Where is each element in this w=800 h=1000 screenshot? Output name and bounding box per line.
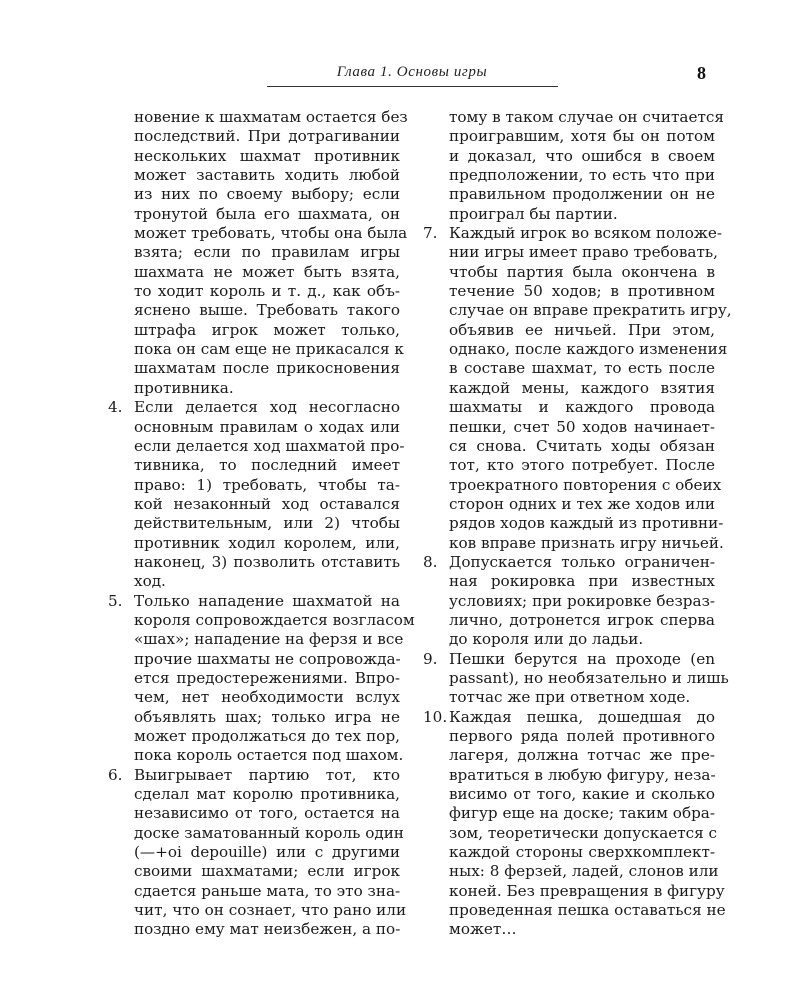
line-text: условиях; при рокировке безраз- bbox=[449, 591, 715, 610]
line-text: ется предостережениями. Впро- bbox=[134, 668, 400, 687]
line-text: противник ходил королем, или, bbox=[134, 533, 400, 552]
text-line bbox=[108, 882, 400, 901]
text-line bbox=[423, 321, 715, 340]
text-line bbox=[108, 610, 415, 630]
text-line bbox=[423, 127, 715, 146]
text-line bbox=[108, 572, 400, 591]
line-text: в составе шахмат, то есть после bbox=[449, 359, 715, 378]
line-text: прочие шахматы не сопровожда- bbox=[134, 649, 401, 668]
line-text: доске заматованный король один bbox=[134, 823, 404, 842]
line-text: проигравшим, хотя бы он потом bbox=[449, 127, 715, 146]
line-text: течение 50 ходов; в противном bbox=[449, 282, 715, 301]
line-text: тотчас же при ответном ходе. bbox=[449, 688, 691, 707]
line-text: яснено выше. Требовать такого bbox=[134, 301, 400, 320]
text-line bbox=[108, 205, 400, 224]
text-line bbox=[108, 727, 400, 746]
text-line bbox=[108, 321, 400, 340]
line-text: ных: 8 ферзей, ладей, слонов или bbox=[449, 862, 719, 881]
list-item-number: 7. bbox=[423, 224, 438, 243]
line-text: ков вправе признать игру ничьей. bbox=[449, 533, 724, 552]
line-text: короля сопровождается возгласом bbox=[134, 610, 415, 629]
line-text: троекратного повторения с обеих bbox=[449, 475, 722, 494]
text-line bbox=[423, 398, 715, 417]
line-text: каждой мены, каждого взятия bbox=[449, 378, 715, 397]
text-line bbox=[108, 862, 400, 881]
line-text: объявлять шах; только игра не bbox=[134, 707, 400, 726]
text-line bbox=[423, 418, 715, 437]
line-text: Каждый игрок во всяком положе- bbox=[449, 224, 723, 243]
line-text: сделал мат королю противника, bbox=[134, 785, 400, 804]
text-line bbox=[108, 746, 404, 765]
list-item-number: 6. bbox=[108, 765, 123, 784]
text-line bbox=[108, 804, 400, 823]
text-line bbox=[108, 630, 404, 649]
text-line bbox=[423, 533, 724, 553]
line-text: если делается ход шахматой про- bbox=[134, 436, 405, 455]
text-line bbox=[108, 669, 400, 688]
text-line bbox=[108, 785, 400, 804]
line-text: пешки, счет 50 ходов начинает- bbox=[449, 417, 715, 436]
line-text: до короля или до ладьи. bbox=[449, 630, 644, 649]
line-text: висимо от того, какие и сколько bbox=[449, 785, 715, 804]
line-text: и доказал, что ошибся в своем bbox=[449, 146, 715, 165]
line-text: кой незаконный ход оставался bbox=[134, 494, 400, 513]
text-line bbox=[423, 205, 715, 224]
text-line bbox=[423, 688, 715, 707]
line-text: из них по своему выбору; если bbox=[134, 185, 400, 204]
line-text: проведенная пешка оставаться не bbox=[449, 901, 726, 920]
text-line bbox=[108, 185, 400, 204]
text-line bbox=[423, 108, 724, 127]
text-line bbox=[108, 243, 400, 262]
line-text: рядов ходов каждый из противни- bbox=[449, 514, 724, 533]
text-line bbox=[423, 475, 722, 495]
line-text: Допускается только ограничен- bbox=[449, 552, 715, 571]
text-line bbox=[423, 359, 715, 378]
text-line bbox=[108, 920, 400, 939]
text-line bbox=[108, 476, 400, 495]
line-text: может… bbox=[449, 920, 517, 939]
text-line bbox=[423, 766, 715, 785]
list-item-number: 4. bbox=[108, 398, 123, 417]
text-line bbox=[108, 418, 400, 437]
line-text: фигур еще на доске; таким обра- bbox=[449, 804, 715, 823]
line-text: проиграл бы партии. bbox=[449, 204, 618, 223]
list-item-start-line bbox=[423, 553, 715, 572]
line-text: то ходит король и т. д., как объ- bbox=[134, 282, 400, 301]
list-item-start-line bbox=[108, 766, 400, 785]
page-number: 8 bbox=[697, 63, 706, 83]
line-text: случае он вправе прекратить игру, bbox=[449, 301, 732, 320]
line-text: первого ряда полей противного bbox=[449, 727, 715, 745]
line-text: предположении, то есть что при bbox=[449, 166, 715, 185]
text-line bbox=[423, 147, 715, 166]
text-line bbox=[108, 301, 400, 320]
text-line bbox=[423, 166, 715, 185]
text-line bbox=[423, 263, 715, 282]
line-text: коней. Без превращения в фигуру bbox=[449, 881, 725, 900]
line-text: тот, кто этого потребует. После bbox=[449, 456, 715, 475]
line-text: пока он сам еще не прикасался к bbox=[134, 340, 404, 359]
line-text: Выигрывает партию тот, кто bbox=[134, 765, 400, 784]
text-line bbox=[423, 572, 715, 591]
line-text: зом, теоретически допускается с bbox=[449, 823, 718, 842]
line-text: «шах»; нападение на ферзя и все bbox=[134, 630, 404, 649]
line-text: вратиться в любую фигуру, неза- bbox=[449, 765, 716, 784]
text-line bbox=[423, 862, 719, 881]
text-line bbox=[423, 282, 715, 301]
line-text: Только нападение шахматой на bbox=[134, 591, 400, 610]
text-line bbox=[108, 147, 400, 166]
text-line bbox=[108, 340, 404, 359]
text-line bbox=[423, 456, 715, 475]
line-text: может требовать, чтобы она была bbox=[134, 224, 408, 243]
line-text: каждой стороны сверхкомплект- bbox=[449, 843, 715, 862]
text-line bbox=[423, 592, 715, 611]
text-line bbox=[108, 263, 400, 282]
line-text: тронутой была его шахмата, он bbox=[134, 204, 400, 223]
line-text: поздно ему мат неизбежен, а по- bbox=[134, 920, 401, 939]
text-line bbox=[108, 379, 400, 398]
line-text: ся снова. Считать ходы обязан bbox=[449, 436, 715, 455]
text-line bbox=[423, 514, 724, 533]
text-line bbox=[108, 688, 400, 707]
line-text: действительным, или 2) чтобы bbox=[134, 514, 400, 533]
line-text: право: 1) требовать, чтобы та- bbox=[134, 475, 400, 494]
text-line bbox=[108, 650, 400, 669]
list-item-start-line bbox=[423, 650, 715, 669]
text-line bbox=[423, 301, 732, 320]
line-text: чем, нет необходимости вслух bbox=[134, 688, 400, 707]
text-line bbox=[108, 166, 400, 185]
line-text: лагеря, должна тотчас же пре- bbox=[449, 746, 715, 765]
line-text: чит, что он сознает, что рано или bbox=[134, 901, 407, 920]
line-text: последствий. При дотрагивании bbox=[134, 127, 400, 146]
right-text-column bbox=[423, 108, 732, 940]
text-line bbox=[423, 785, 715, 804]
line-text: правильном продолжении он не bbox=[449, 185, 715, 204]
text-line bbox=[423, 495, 715, 514]
text-line bbox=[108, 436, 405, 456]
line-text: Каждая пешка, дошедшая до bbox=[449, 707, 715, 726]
text-line bbox=[108, 108, 408, 127]
line-text: Пешки берутся на проходе (en bbox=[449, 649, 715, 668]
line-text: лично, дотронется игрок сперва bbox=[449, 610, 715, 629]
text-line bbox=[423, 920, 715, 939]
line-text: тому в таком случае он считается bbox=[449, 108, 724, 126]
line-text: шахмата не может быть взята, bbox=[134, 262, 400, 281]
text-line bbox=[108, 359, 400, 378]
line-text: пока король остается под шахом. bbox=[134, 746, 404, 765]
line-text: однако, после каждого изменения bbox=[449, 340, 728, 359]
left-text-column bbox=[108, 108, 415, 940]
line-text: основным правилам о ходах или bbox=[134, 417, 400, 436]
text-line bbox=[108, 708, 400, 727]
line-text: шахматы и каждого провода bbox=[449, 398, 715, 417]
text-line bbox=[108, 843, 400, 862]
text-line bbox=[423, 185, 715, 204]
text-line bbox=[108, 553, 400, 572]
line-text: шахматам после прикосновения bbox=[134, 359, 400, 378]
line-text: противника. bbox=[134, 378, 234, 397]
text-line bbox=[108, 495, 400, 514]
line-text: штрафа игрок может только, bbox=[134, 320, 400, 339]
line-text: чтобы партия была окончена в bbox=[449, 262, 715, 281]
line-text: Если делается ход несогласно bbox=[134, 398, 400, 417]
line-text: нескольких шахмат противник bbox=[134, 146, 400, 165]
text-line bbox=[423, 630, 715, 649]
running-head-rule bbox=[267, 86, 558, 87]
line-text: своими шахматами; если игрок bbox=[134, 862, 400, 881]
text-line bbox=[108, 224, 408, 243]
line-text: может продолжаться до тех пор, bbox=[134, 727, 400, 745]
line-text: сдается раньше мата, то это зна- bbox=[134, 881, 401, 900]
list-item-start-line bbox=[423, 708, 715, 727]
text-line bbox=[108, 514, 400, 533]
text-line bbox=[108, 456, 400, 475]
text-line bbox=[108, 901, 407, 920]
text-line bbox=[423, 243, 718, 262]
line-text: тивника, то последний имеет bbox=[134, 456, 400, 475]
line-text: нии игры имеет право требовать, bbox=[449, 243, 718, 262]
text-line bbox=[108, 823, 404, 843]
text-line bbox=[423, 611, 715, 630]
line-text: сторон одних и тех же ходов или bbox=[449, 494, 715, 513]
list-item-number: 10. bbox=[423, 707, 448, 726]
list-item-start-line bbox=[108, 398, 400, 417]
line-text: объявив ее ничьей. При этом, bbox=[449, 320, 715, 339]
line-text: новение к шахматам остается без bbox=[134, 108, 408, 126]
list-item-start-line bbox=[108, 592, 400, 611]
running-head-title: Глава 1. Основы игры bbox=[336, 64, 488, 80]
text-line bbox=[423, 823, 718, 843]
list-item-start-line bbox=[423, 224, 723, 243]
list-item-number: 8. bbox=[423, 552, 438, 571]
line-text: ная рокировка при известных bbox=[449, 572, 715, 591]
line-text: passant), но необязательно и лишь bbox=[449, 668, 729, 687]
list-item-number: 9. bbox=[423, 649, 438, 668]
line-text: наконец, 3) позволить отставить bbox=[134, 552, 400, 571]
text-line bbox=[423, 668, 729, 688]
text-line bbox=[423, 340, 728, 359]
line-text: взята; если по правилам игры bbox=[134, 243, 400, 262]
text-line bbox=[423, 727, 715, 746]
text-line bbox=[423, 843, 715, 862]
line-text: независимо от того, остается на bbox=[134, 804, 400, 823]
line-text: может заставить ходить любой bbox=[134, 166, 400, 185]
text-line bbox=[423, 804, 715, 823]
text-line bbox=[108, 282, 400, 301]
line-text: ход. bbox=[134, 572, 166, 591]
text-line bbox=[423, 437, 715, 456]
line-text: (—+oi depouille) или с другими bbox=[134, 843, 400, 862]
text-line bbox=[423, 901, 726, 920]
list-item-number: 5. bbox=[108, 591, 123, 610]
text-line bbox=[423, 379, 715, 398]
text-line bbox=[108, 534, 400, 553]
text-line bbox=[423, 881, 725, 901]
text-line bbox=[423, 746, 715, 765]
text-line bbox=[108, 127, 400, 146]
